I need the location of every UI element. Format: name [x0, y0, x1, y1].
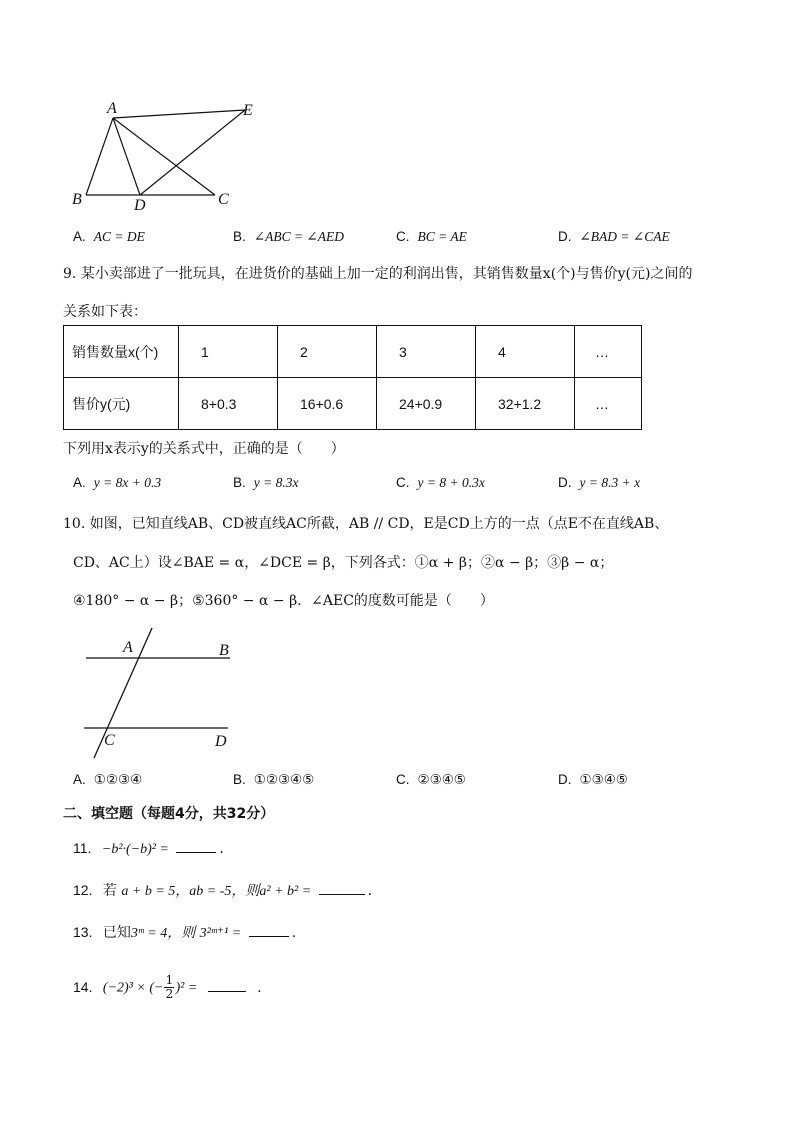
- table-cell: 8+0.3: [179, 378, 278, 430]
- q14-fraction: [164, 974, 174, 1001]
- q14-number: 14.: [73, 978, 93, 995]
- section-title: 二、填空题（每题4分，共32分）: [63, 806, 275, 822]
- q11-expression: −b²·(−b)² =: [101, 842, 169, 857]
- q9-stem-line1: 9. 某小卖部进了一批玩具，在进货价的基础上加一定的利润出售，其销售数量x(个)与售价y(元)之间的: [63, 266, 693, 282]
- table-cell: …: [575, 378, 642, 430]
- q9-option-a[interactable]: A. y = 8x + 0.3: [73, 475, 162, 490]
- q8-option-d[interactable]: D. ∠BAD = ∠CAE: [558, 229, 670, 244]
- q13-prefix: 已知: [102, 925, 131, 941]
- figure-triangles: [60, 95, 280, 215]
- fig1-label-D: D: [134, 197, 146, 214]
- q14-fraction-denominator: 2: [165, 987, 174, 1001]
- q9-question: 下列用x表示y的关系式中，正确的是（ ）: [63, 441, 345, 457]
- q14-answer-blank[interactable]: [208, 979, 246, 992]
- fig1-label-C: C: [218, 191, 229, 208]
- fig1-label-A: A: [107, 100, 117, 117]
- q14-period: .: [257, 979, 262, 996]
- q14-expression-part1: (−2)³ × (−: [102, 980, 164, 996]
- q11-number: 11.: [73, 840, 92, 856]
- table-cell: 16+0.6: [278, 378, 377, 430]
- q12: [73, 880, 372, 900]
- table-cell: 1: [179, 326, 278, 378]
- q9-table: [63, 325, 642, 430]
- table-cell: 32+1.2: [476, 378, 575, 430]
- q14: [73, 974, 262, 1001]
- q10-option-b[interactable]: B. ①②③④⑤: [233, 772, 315, 788]
- q10-option-a[interactable]: A. ①②③④: [73, 772, 143, 788]
- q13-condition: 3ᵐ = 4，则: [130, 926, 196, 941]
- table-cell: 售价y(元): [64, 378, 179, 430]
- q8-option-b[interactable]: B. ∠ABC = ∠AED: [233, 229, 344, 244]
- table-cell: 24+0.9: [377, 378, 476, 430]
- q8-option-a[interactable]: A. AC = DE: [73, 229, 145, 244]
- fig2-label-C: C: [104, 732, 115, 749]
- table-row: [64, 378, 642, 430]
- table-cell: 3: [377, 326, 476, 378]
- q12-prefix: 若: [102, 883, 117, 899]
- q12-condition: a + b = 5，ab = -5，则: [121, 884, 260, 899]
- fig2-label-A: A: [123, 639, 133, 656]
- q10-line1: 10. 如图，已知直线AB、CD被直线AC所截，AB // CD，E是CD上方的一点（点E不在直线AB、: [63, 516, 669, 532]
- q8-option-c[interactable]: C. BC = AE: [396, 229, 467, 244]
- q9-option-d[interactable]: D. y = 8.3 + x: [558, 475, 641, 490]
- q10-option-c[interactable]: C. ②③④⑤: [396, 772, 466, 788]
- q13-period: .: [291, 925, 297, 941]
- q14-expression-part2: )² =: [175, 980, 198, 996]
- q12-period: .: [367, 883, 373, 899]
- table-row: [64, 326, 642, 378]
- figure-parallel-lines: [80, 625, 250, 765]
- q9-option-c[interactable]: C. y = 8 + 0.3x: [396, 475, 485, 490]
- q9-option-b[interactable]: B. y = 8.3x: [233, 475, 299, 490]
- q13: [73, 922, 296, 942]
- q13-number: 13.: [73, 924, 93, 940]
- table-cell: 销售数量x(个): [64, 326, 179, 378]
- q11-period: .: [219, 841, 224, 857]
- q10-line3: ④180° − α − β；⑤360° − α − β．∠AEC的度数可能是（ ）: [73, 593, 494, 609]
- q13-answer-blank[interactable]: [249, 924, 289, 937]
- q11-answer-blank[interactable]: [176, 840, 216, 853]
- q10-option-d[interactable]: D. ①③④⑤: [558, 772, 628, 788]
- fig1-label-E: E: [243, 102, 253, 119]
- q12-answer-blank[interactable]: [319, 882, 365, 895]
- q9-stem-line2: 关系如下表：: [63, 304, 147, 320]
- table-cell: 2: [278, 326, 377, 378]
- q11: [73, 840, 224, 858]
- fig1-label-B: B: [72, 191, 82, 208]
- table-cell: 4: [476, 326, 575, 378]
- q12-number: 12.: [73, 882, 93, 898]
- q10-line2: CD、AC上）设∠BAE = α，∠DCE = β，下列各式：①α + β；②α − β；③β − α；: [73, 555, 614, 571]
- table-cell: …: [575, 326, 642, 378]
- q13-expression: 3²ᵐ⁺¹ =: [199, 926, 242, 941]
- q14-fraction-numerator: 1: [165, 973, 174, 987]
- fig2-label-B: B: [219, 642, 229, 659]
- fig2-label-D: D: [215, 733, 227, 750]
- q12-expression: a² + b² =: [259, 884, 312, 899]
